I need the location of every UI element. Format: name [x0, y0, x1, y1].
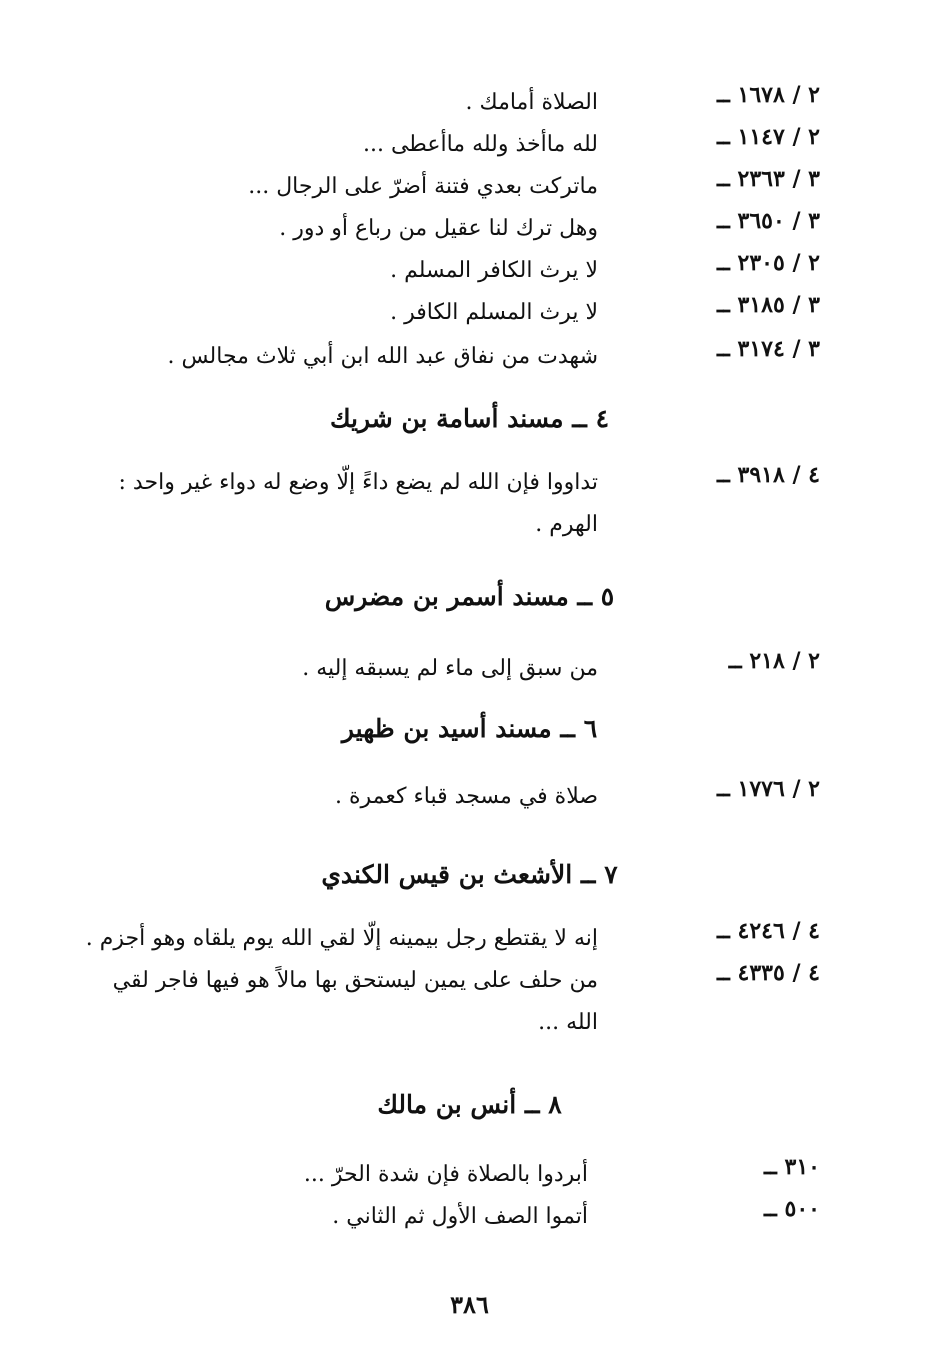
hadith-text: ماتركت بعدي فتنة أضرّ على الرجال ... — [248, 174, 598, 199]
hadith-entry — [100, 82, 820, 122]
hadith-text: شهدت من نفاق عبد الله ابن أبي ثلاث مجالس . — [167, 344, 598, 369]
hadith-reference: ٢ / ١٧٧٦ ــ — [716, 776, 820, 802]
page-number: ٣٨٦ — [450, 1290, 489, 1319]
hadith-entry — [100, 292, 820, 332]
hadith-text: لا يرث الكافر المسلم . — [390, 258, 598, 283]
hadith-entry — [85, 918, 820, 958]
hadith-reference: ٣ / ٣١٧٤ ــ — [716, 336, 820, 362]
hadith-entry — [100, 1196, 820, 1236]
hadith-text: الصلاة أمامك . — [465, 90, 598, 115]
hadith-reference: ٢ / ٢٣٠٥ ــ — [716, 250, 820, 276]
hadith-entry — [100, 124, 820, 164]
section-heading: ٤ ــ مسند أسامة بن شريك — [329, 404, 610, 433]
hadith-reference: ٢ / ٢١٨ ــ — [728, 648, 820, 674]
hadith-entry — [100, 336, 820, 376]
section-heading: ٥ ــ مسند أسمر بن مضرس — [324, 582, 615, 611]
hadith-text: تداووا فإن الله لم يضع داءً إلّا وضع له دواء غير واحد : الهرم . — [118, 470, 598, 537]
hadith-reference: ٤ / ٤٣٣٥ ــ — [716, 960, 820, 986]
hadith-text: إنه لا يقتطع رجل بيمينه إلّا لقي الله يوم يلقاه وهو أجزم . — [85, 926, 598, 951]
section-heading: ٨ ــ أنس بن مالك — [377, 1090, 562, 1119]
hadith-reference: ٣١٠ ــ — [763, 1154, 820, 1180]
hadith-entry — [100, 960, 820, 1044]
hadith-reference: ٣ / ٢٣٦٣ ــ — [716, 166, 820, 192]
hadith-text: لا يرث المسلم الكافر . — [390, 300, 598, 325]
hadith-reference: ٤ / ٣٩١٨ ــ — [716, 462, 820, 488]
hadith-text: من سبق إلى ماء لم يسبقه إليه . — [302, 656, 598, 681]
hadith-entry — [100, 462, 820, 546]
hadith-text: من حلف على يمين ليستحق بها مالاً هو فيها فاجر لقي الله ... — [112, 968, 598, 1035]
hadith-text: لله ماأخذ ولله ماأعطى ... — [363, 132, 598, 157]
section-heading: ٧ ــ الأشعث بن قيس الكندي — [321, 860, 618, 889]
hadith-entry — [100, 208, 820, 248]
hadith-reference: ٣ / ٣٦٥٠ ــ — [716, 208, 820, 234]
section-heading: ٦ ــ مسند أسيد بن ظهير — [341, 714, 598, 743]
hadith-text: أبردوا بالصلاة فإن شدة الحرّ ... — [303, 1162, 588, 1187]
hadith-reference: ٤ / ٤٢٤٦ ــ — [716, 918, 820, 944]
hadith-reference: ٢ / ١١٤٧ ــ — [716, 124, 820, 150]
hadith-reference: ٢ / ١٦٧٨ ــ — [716, 82, 820, 108]
hadith-entry — [100, 1154, 820, 1194]
hadith-entry — [100, 776, 820, 816]
hadith-reference: ٥٠٠ ــ — [763, 1196, 820, 1222]
hadith-entry — [100, 648, 820, 688]
hadith-reference: ٣ / ٣١٨٥ ــ — [716, 292, 820, 318]
hadith-entry — [100, 166, 820, 206]
hadith-text: صلاة في مسجد قباء كعمرة . — [335, 784, 598, 809]
hadith-text: وهل ترك لنا عقيل من رباع أو دور . — [279, 216, 598, 241]
hadith-entry — [100, 250, 820, 290]
hadith-text: أتموا الصف الأول ثم الثاني . — [332, 1204, 588, 1229]
